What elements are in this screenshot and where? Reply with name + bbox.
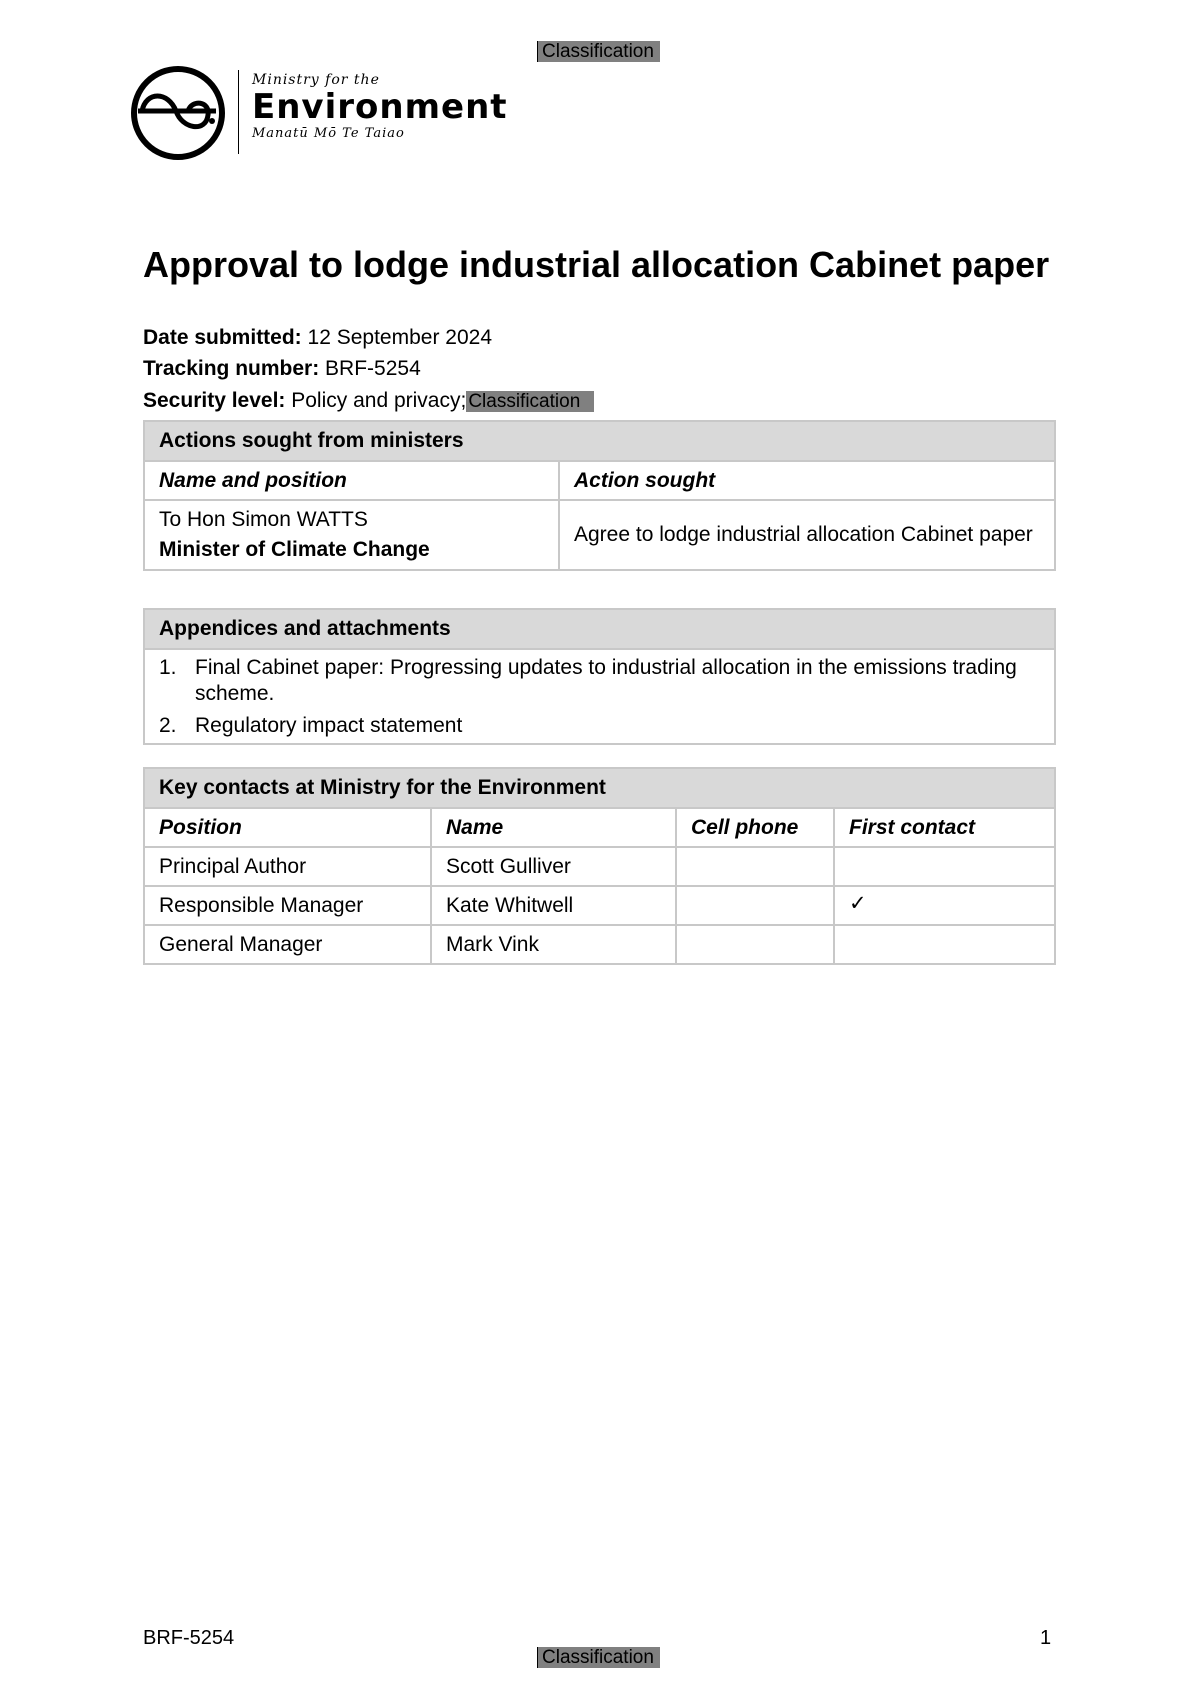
appendix-text: Final Cabinet paper: Progressing updates to industrial allocation in the emissions trading scheme. <box>195 655 1017 705</box>
contacts-table <box>143 767 1056 965</box>
col-name-position: Name and position <box>144 461 559 500</box>
appendix-text: Regulatory impact statement <box>195 713 463 737</box>
col-action-sought: Action sought <box>559 461 1055 500</box>
tracking-number <box>143 357 421 381</box>
logo-divider <box>238 70 239 154</box>
footer-tracking: BRF-5254 <box>143 1627 235 1649</box>
col-first-contact: First contact <box>834 808 1055 847</box>
contact-first <box>834 925 1055 964</box>
contacts-heading: Key contacts at Ministry for the Environment <box>144 768 1055 808</box>
logo-line1: Ministry for the <box>252 72 380 88</box>
contact-phone <box>676 925 834 964</box>
date-submitted <box>143 326 492 350</box>
logo-text <box>252 72 508 141</box>
security-classification: Classification <box>466 391 594 412</box>
contact-position: General Manager <box>144 925 431 964</box>
logo-line2: Environment <box>252 87 508 127</box>
footer-classification: Classification <box>537 1647 660 1668</box>
date-label: Date submitted: <box>143 326 302 349</box>
contact-phone <box>676 886 834 925</box>
action-sought: Agree to lodge industrial allocation Cabinet paper <box>559 500 1055 570</box>
table-row <box>144 847 1055 886</box>
date-value: 12 September 2024 <box>307 326 492 349</box>
appendix-item <box>159 655 1040 707</box>
appendices-list <box>159 655 1040 739</box>
contact-phone <box>676 847 834 886</box>
table-row <box>144 925 1055 964</box>
logo-line3: Manatū Mō Te Taiao <box>252 126 405 141</box>
ministry-logo <box>128 63 228 168</box>
check-icon: ✓ <box>834 886 1055 925</box>
contact-name: Kate Whitwell <box>431 886 676 925</box>
recipient: To Hon Simon WATTS <box>159 508 368 531</box>
header-classification: Classification <box>537 41 660 62</box>
actions-heading: Actions sought from ministers <box>144 421 1055 461</box>
table-row <box>144 886 1055 925</box>
appendix-item <box>159 713 1040 739</box>
appendices-heading: Appendices and attachments <box>144 609 1055 649</box>
contact-position: Principal Author <box>144 847 431 886</box>
recipient-position: Minister of Climate Change <box>159 538 430 561</box>
appendix-num: 1. <box>159 655 177 679</box>
security-level <box>143 389 594 413</box>
recipient-cell <box>144 500 559 570</box>
security-value: Policy and privacy; <box>291 389 467 412</box>
logo-emblem-icon <box>128 63 228 163</box>
contact-name: Mark Vink <box>431 925 676 964</box>
security-label: Security level: <box>143 389 286 412</box>
col-position: Position <box>144 808 431 847</box>
actions-table <box>143 420 1056 571</box>
tracking-label: Tracking number: <box>143 357 320 380</box>
tracking-value: BRF-5254 <box>325 357 421 380</box>
appendix-num: 2. <box>159 713 177 737</box>
col-name: Name <box>431 808 676 847</box>
page-title: Approval to lodge industrial allocation Cabinet paper <box>143 244 1050 285</box>
contact-name: Scott Gulliver <box>431 847 676 886</box>
appendices-table <box>143 608 1056 745</box>
col-cell-phone: Cell phone <box>676 808 834 847</box>
contact-position: Responsible Manager <box>144 886 431 925</box>
contact-first <box>834 847 1055 886</box>
page-number: 1 <box>1040 1627 1052 1649</box>
